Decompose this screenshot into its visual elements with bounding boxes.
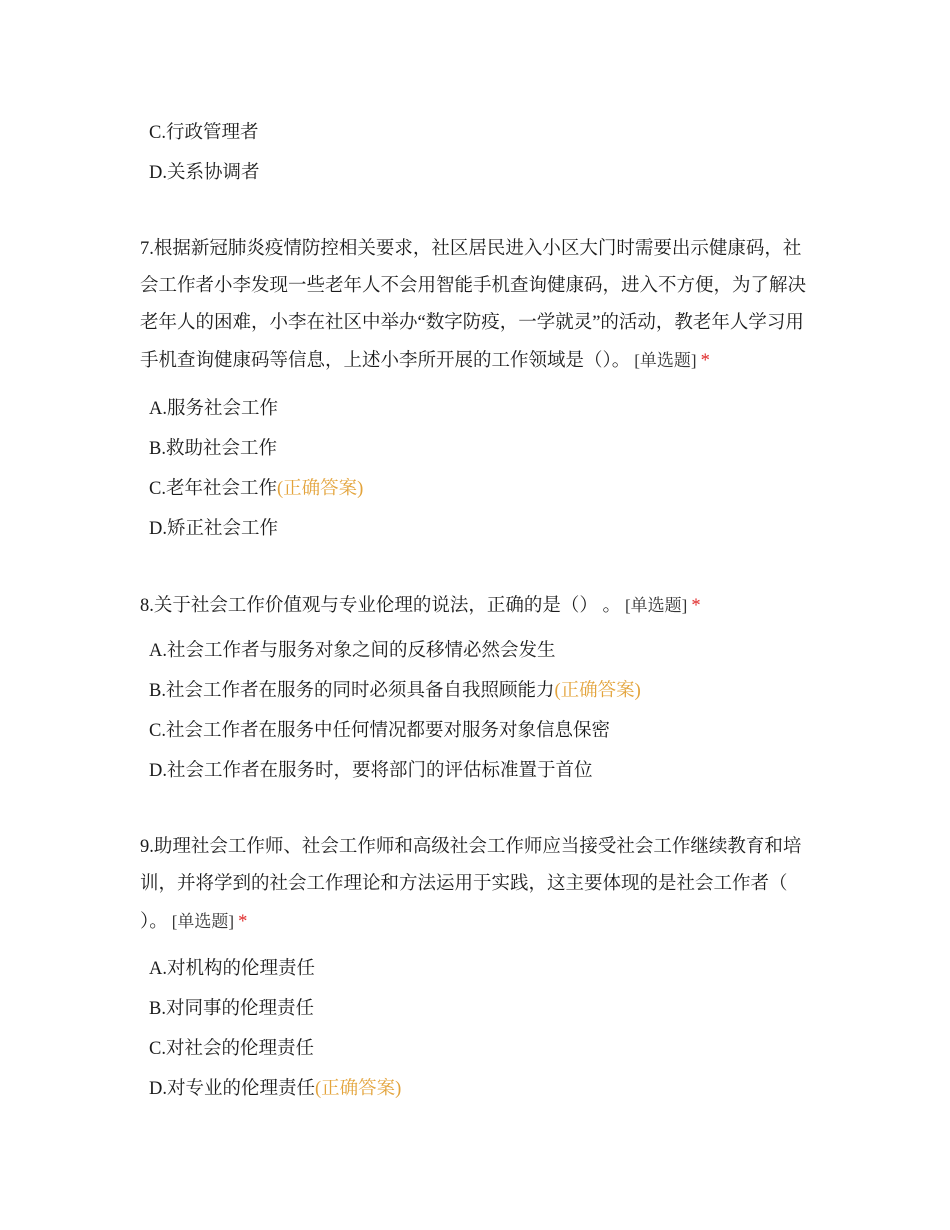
question-7-title [140, 231, 820, 379]
correct-answer-label: (正确答案) [554, 681, 641, 701]
option-9-a[interactable] [149, 957, 315, 981]
option-text: C.老年社会工作 [149, 479, 277, 499]
question-line-last [140, 342, 820, 379]
question-line: 训，并将学到的社会工作理论和方法运用于实践，这主要体现的是社会工作者（ [140, 874, 788, 894]
option-text: D.对专业的伦理责任 [149, 1079, 315, 1099]
question-line-text: 8.关于社会工作价值观与专业伦理的说法，正确的是（） 。 [140, 596, 622, 616]
option-9-c[interactable] [149, 1037, 314, 1061]
option-text: B.对同事的伦理责任 [149, 999, 314, 1019]
option-text: D.社会工作者在服务时，要将部门的评估标准置于首位 [149, 761, 593, 781]
question-line: 老年人的困难，小李在社区中举办“数字防疫，一学就灵”的活动，教老年人学习用 [140, 313, 804, 333]
option-8-d[interactable] [149, 759, 593, 783]
question-line: 7.根据新冠肺炎疫情防控相关要求，社区居民进入小区大门时需要出示健康码，社 [140, 239, 802, 259]
option-8-a[interactable] [149, 639, 556, 663]
option-text: C.对社会的伦理责任 [149, 1039, 314, 1059]
question-line-last [140, 903, 820, 940]
option-7-b[interactable] [149, 437, 277, 461]
required-mark: * [700, 351, 710, 371]
question-type-tag: [单选题] [171, 912, 235, 931]
question-line-text: ）。 [140, 912, 168, 932]
option-prev-d[interactable] [149, 161, 260, 185]
option-text: B.救助社会工作 [149, 439, 277, 459]
required-mark: * [238, 912, 248, 932]
question-line-last [140, 587, 820, 624]
question-8-title [140, 587, 820, 624]
correct-answer-label: (正确答案) [276, 479, 364, 499]
question-type-tag: [单选题] [634, 351, 697, 370]
option-text: A.服务社会工作 [149, 399, 278, 419]
question-line-text: 手机查询健康码等信息，上述小李所开展的工作领域是（）。 [140, 351, 631, 371]
option-7-d[interactable] [149, 517, 278, 541]
question-9-title [140, 829, 820, 940]
option-text: C.社会工作者在服务中任何情况都要对服务对象信息保密 [149, 721, 610, 741]
option-prev-c[interactable] [149, 121, 258, 145]
option-8-b[interactable] [149, 679, 641, 703]
option-text: A.对机构的伦理责任 [149, 959, 315, 979]
option-text: C.行政管理者 [149, 123, 259, 143]
option-text: A.社会工作者与服务对象之间的反移情必然会发生 [149, 641, 556, 661]
question-line: 9.助理社会工作师、社会工作师和高级社会工作师应当接受社会工作继续教育和培 [140, 837, 802, 857]
option-7-a[interactable] [149, 397, 278, 421]
option-text: B.社会工作者在服务的同时必须具备自我照顾能力 [149, 681, 555, 701]
option-text: D.矫正社会工作 [149, 519, 278, 539]
option-8-c[interactable] [149, 719, 610, 743]
option-9-d[interactable] [149, 1077, 401, 1101]
question-line: 会工作者小李发现一些老年人不会用智能手机查询健康码，进入不方便，为了解决 [140, 276, 807, 296]
option-7-c[interactable] [149, 477, 363, 501]
correct-answer-label: (正确答案) [315, 1079, 402, 1099]
question-type-tag: [单选题] [625, 596, 688, 615]
option-9-b[interactable] [149, 997, 314, 1021]
option-text: D.关系协调者 [149, 163, 260, 183]
required-mark: * [691, 596, 701, 616]
